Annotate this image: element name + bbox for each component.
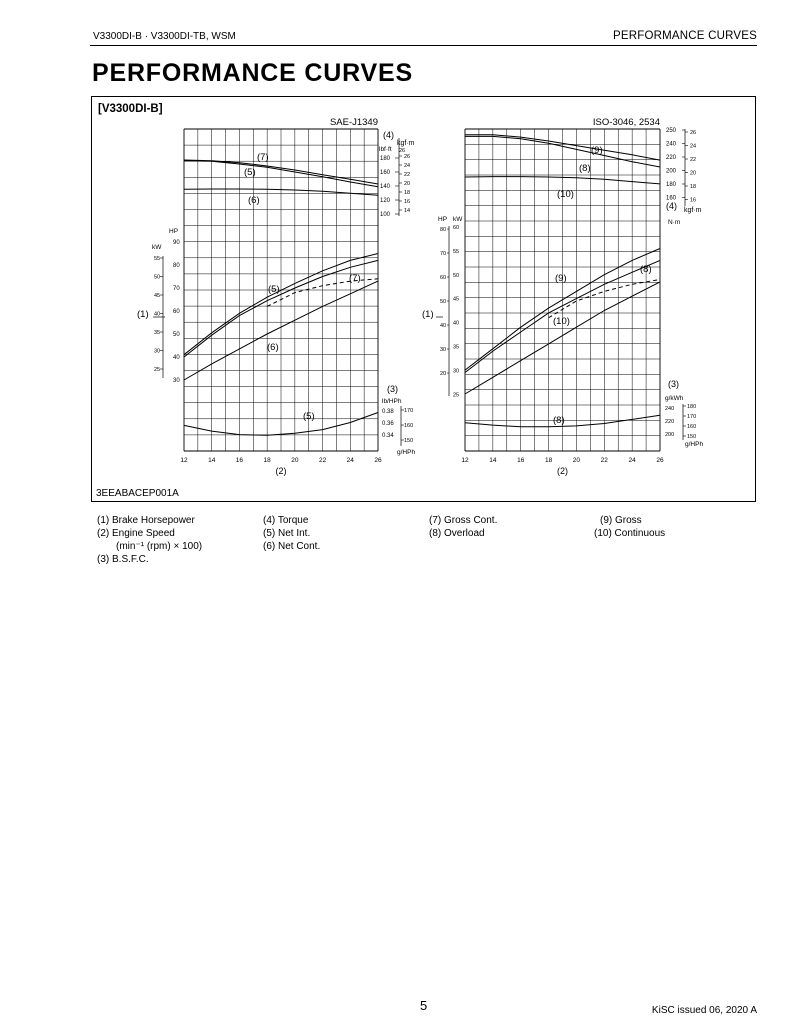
torque-tick-lbfft: 140 bbox=[380, 184, 391, 190]
header-rule bbox=[90, 45, 757, 46]
power-tick-kw: 40 bbox=[453, 320, 460, 327]
chart-title: SAE-J1349 bbox=[329, 117, 378, 128]
series-label: (6) bbox=[267, 342, 279, 353]
torque-unit-lbfft: lbf·ft bbox=[379, 146, 392, 153]
power-tick-hp: 60 bbox=[440, 275, 447, 281]
torque-tick-nm: 220 bbox=[666, 155, 677, 161]
power-tick-hp: 30 bbox=[440, 347, 447, 353]
torque-unit-kgfm: kgf·m bbox=[684, 207, 702, 214]
x-tick-label: 12 bbox=[180, 457, 188, 464]
power-tick-hp: 40 bbox=[173, 355, 180, 361]
x-tick-label: 18 bbox=[263, 457, 271, 464]
x-tick-label: 18 bbox=[544, 457, 553, 464]
header-model-text: V3300DI-B · V3300DI-TB, WSM bbox=[93, 31, 236, 42]
series-label: (8) bbox=[579, 163, 591, 174]
legend-column-1 bbox=[97, 514, 202, 566]
torque-tick-kgfm: 20 bbox=[404, 181, 411, 187]
torque-tick-kgfm: 18 bbox=[404, 190, 411, 196]
power-tick-kw: 55 bbox=[453, 248, 460, 255]
legend-column-4 bbox=[594, 514, 665, 540]
legend-item: (5) Net Int. bbox=[263, 528, 311, 539]
torque-unit-kgfm: kgf·m bbox=[397, 140, 415, 147]
power-tick-kw: 50 bbox=[453, 272, 460, 279]
series-label: (7) bbox=[349, 273, 361, 284]
torque-tick-lbfft: 180 bbox=[380, 156, 391, 162]
legend-item: (4) Torque bbox=[263, 515, 309, 526]
x-tick-label: 20 bbox=[291, 457, 299, 464]
torque-tick-kgfm: 26 bbox=[404, 154, 411, 160]
power-tick-hp: 90 bbox=[173, 240, 180, 246]
power-tick-hp: 30 bbox=[173, 378, 180, 384]
bsfc-tick-ghph: 150 bbox=[687, 434, 697, 440]
torque-tick-lbfft: 120 bbox=[380, 198, 391, 204]
power-tick-kw: 30 bbox=[453, 368, 460, 375]
torque-tick-kgfm: 22 bbox=[404, 172, 411, 178]
x-tick-label: 14 bbox=[489, 457, 497, 464]
issue-text: KiSC issued 06, 2020 A bbox=[651, 1005, 757, 1016]
legend-item: (8) Overload bbox=[429, 528, 485, 539]
power-tick-kw: 25 bbox=[154, 367, 161, 373]
series-label: (6) bbox=[248, 195, 260, 206]
torque-tick-kgfm: 16 bbox=[404, 199, 411, 205]
performance-curves-chart bbox=[91, 96, 756, 502]
series-label: (10) bbox=[557, 189, 574, 200]
torque-tick-kgfm: 20 bbox=[690, 170, 697, 177]
power-unit-hp: HP bbox=[438, 216, 448, 223]
power-tick-hp: 80 bbox=[173, 263, 180, 269]
torque-tick-nm: 200 bbox=[666, 168, 677, 175]
x-axis-label: (2) bbox=[275, 466, 287, 476]
power-tick-kw: 50 bbox=[154, 274, 161, 281]
power-unit-kw: kW bbox=[152, 244, 162, 251]
bsfc-unit-g: g/HPh bbox=[397, 449, 416, 456]
series-label: (8) bbox=[640, 264, 652, 275]
x-tick-label: 26 bbox=[374, 457, 382, 464]
power-tick-hp: 70 bbox=[440, 251, 447, 257]
power-tick-kw: 45 bbox=[154, 293, 161, 299]
torque-tick-lbfft: 100 bbox=[380, 212, 391, 218]
legend-item: (min⁻¹ (rpm) × 100) bbox=[116, 541, 203, 552]
power-tick-kw: 25 bbox=[453, 392, 460, 399]
bsfc-tick-gkwh: 200 bbox=[665, 432, 675, 438]
torque-tick-kgfm: 14 bbox=[404, 208, 411, 214]
bsfc-tick-ghph: 170 bbox=[687, 414, 697, 420]
bsfc-tick-ghph: 180 bbox=[687, 404, 697, 410]
bsfc-unit-ghph: g/HPh bbox=[685, 441, 704, 448]
torque-tick-nm: 240 bbox=[666, 141, 677, 148]
power-tick-hp: 60 bbox=[173, 309, 180, 315]
figure-label: [V3300DI-B] bbox=[98, 103, 163, 115]
bsfc-tick-lb: 0.38 bbox=[382, 409, 394, 415]
torque-axis-label: (4) bbox=[383, 130, 394, 140]
bsfc-tick-gkwh: 240 bbox=[665, 406, 675, 412]
power-tick-hp: 40 bbox=[440, 323, 447, 329]
power-tick-kw: 45 bbox=[453, 296, 460, 303]
legend-item: (2) Engine Speed bbox=[97, 528, 175, 539]
power-tick-hp: 80 bbox=[440, 227, 447, 233]
legend-column-2 bbox=[263, 514, 320, 553]
series-label: (9) bbox=[591, 145, 603, 156]
x-tick-label: 26 bbox=[656, 457, 664, 464]
bsfc-unit-lb: lb/HPh bbox=[382, 398, 402, 405]
bsfc-tick-gkwh: 220 bbox=[665, 419, 675, 425]
torque-tick-kgfm: 24 bbox=[404, 163, 411, 169]
x-tick-label: 16 bbox=[517, 457, 525, 464]
series-label: (7) bbox=[257, 152, 269, 163]
power-tick-kw: 35 bbox=[453, 344, 460, 351]
legend-item: (6) Net Cont. bbox=[263, 541, 321, 552]
bsfc-tick-g: 160 bbox=[404, 423, 414, 429]
bsfc-tick-lb: 0.36 bbox=[382, 421, 394, 427]
bsfc-tick-g: 150 bbox=[404, 438, 414, 444]
power-tick-hp: 70 bbox=[173, 286, 180, 292]
series-label: (5) bbox=[268, 284, 280, 295]
x-tick-label: 22 bbox=[318, 457, 327, 464]
legend-item: (1) Brake Horsepower bbox=[97, 515, 195, 526]
torque-tick-kgfm: 24 bbox=[690, 143, 697, 150]
bsfc-axis-label: (3) bbox=[668, 379, 679, 389]
series-label: (9) bbox=[555, 273, 567, 284]
page-title: PERFORMANCE CURVES bbox=[92, 59, 413, 87]
series-label: (5) bbox=[303, 411, 315, 422]
legend-item: (10) Continuous bbox=[594, 528, 666, 539]
header-section-text: PERFORMANCE CURVES bbox=[613, 30, 757, 42]
x-tick-label: 20 bbox=[572, 457, 581, 464]
bsfc-tick-g: 170 bbox=[404, 408, 414, 414]
torque-tick-nm: 160 bbox=[666, 195, 677, 202]
power-tick-hp: 50 bbox=[440, 299, 447, 305]
x-axis-label: (2) bbox=[557, 466, 568, 476]
torque-axis-label: (4) bbox=[666, 201, 677, 211]
legend-item: (3) B.S.F.C. bbox=[97, 554, 149, 565]
torque-tick-kgfm: 22 bbox=[690, 157, 697, 163]
power-tick-hp: 50 bbox=[173, 332, 180, 338]
torque-tick-kgfm: 18 bbox=[690, 184, 697, 190]
torque-tick-kgfm: 26 bbox=[690, 130, 697, 136]
x-tick-label: 22 bbox=[600, 457, 608, 464]
power-unit-kw: kW bbox=[453, 216, 463, 223]
power-tick-kw: 30 bbox=[154, 348, 161, 355]
torque-unit-nm: N·m bbox=[668, 219, 681, 226]
figure-code: 3EEABACEP001A bbox=[96, 488, 179, 499]
x-tick-label: 16 bbox=[235, 457, 244, 464]
bsfc-axis-label: (3) bbox=[387, 384, 398, 394]
power-tick-kw: 40 bbox=[154, 311, 161, 318]
series-label: (5) bbox=[244, 167, 256, 178]
legend-column-3 bbox=[429, 514, 497, 540]
bsfc-unit-gkwh: g/kWh bbox=[665, 395, 684, 402]
chart-title: ISO-3046, 2534 bbox=[592, 117, 660, 128]
x-tick-label: 24 bbox=[346, 457, 354, 464]
torque-tick-lbfft: 160 bbox=[380, 170, 391, 176]
power-tick-kw: 35 bbox=[154, 330, 161, 336]
series-label: (10) bbox=[553, 316, 570, 327]
power-axis-label: (1) bbox=[422, 309, 434, 320]
bsfc-tick-ghph: 160 bbox=[687, 424, 697, 430]
torque-tick-extra: 26 bbox=[399, 148, 406, 154]
power-tick-kw: 55 bbox=[154, 256, 161, 262]
page-number: 5 bbox=[420, 998, 428, 1013]
power-axis-label: (1) bbox=[137, 309, 149, 320]
power-tick-kw: 60 bbox=[453, 225, 460, 231]
series-label: (8) bbox=[553, 415, 565, 426]
torque-tick-kgfm: 16 bbox=[690, 197, 697, 204]
legend-item: (7) Gross Cont. bbox=[429, 515, 498, 526]
torque-tick-nm: 180 bbox=[666, 182, 677, 188]
x-tick-label: 12 bbox=[461, 457, 469, 464]
legend-item: (9) Gross bbox=[600, 515, 642, 526]
x-tick-label: 24 bbox=[628, 457, 636, 464]
torque-tick-nm: 250 bbox=[666, 128, 677, 134]
bsfc-tick-lb: 0.34 bbox=[382, 433, 394, 439]
power-unit-hp: HP bbox=[169, 228, 179, 235]
x-tick-label: 14 bbox=[208, 457, 216, 464]
power-tick-hp: 20 bbox=[440, 371, 447, 377]
